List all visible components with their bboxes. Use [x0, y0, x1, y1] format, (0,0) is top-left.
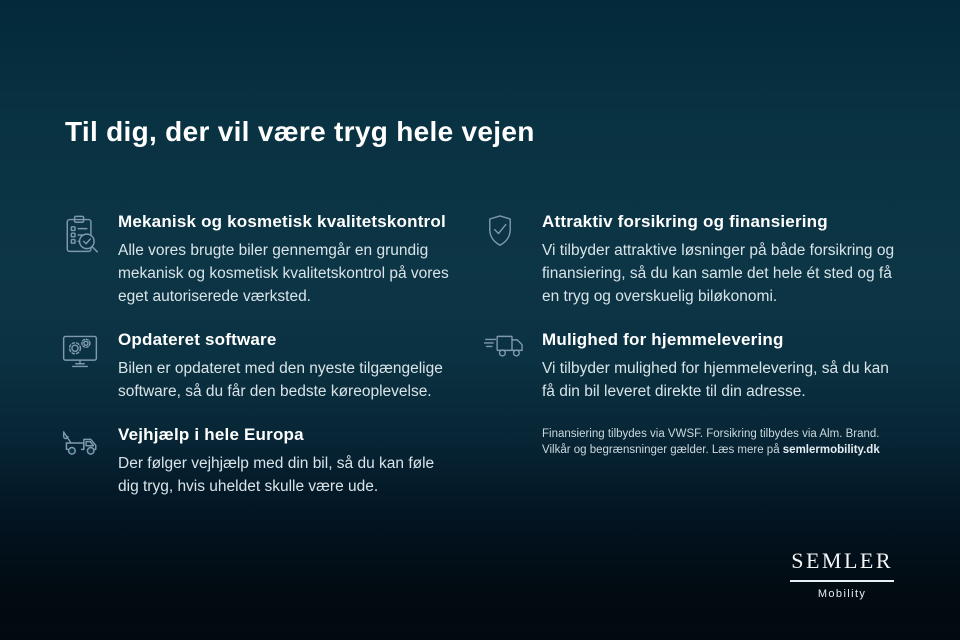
feature-body: Alle vores brugte biler gennemgår en grundig mekanisk og kosmetisk kvalitetskontrol på vores eget autoriserede værksted. [118, 242, 449, 305]
logo-wordmark: SEMLER [790, 548, 894, 582]
feature-updated-software [60, 330, 452, 403]
feature-column-right [484, 212, 906, 520]
feature-body: Vi tilbyder mulighed for hjemmelevering, så du kan få din bil leveret direkte til din adresse. [542, 360, 889, 400]
feature-title: Mulighed for hjemmelevering [542, 330, 784, 349]
feature-body: Bilen er opdateret med den nyeste tilgængelige software, så du får den bedste køreoplevelse. [118, 360, 443, 400]
feature-text [542, 212, 906, 308]
feature-text [118, 425, 452, 498]
feature-title: Attraktiv forsikring og finansiering [542, 212, 828, 231]
feature-text [542, 330, 906, 403]
feature-body: Der følger vejhjælp med din bil, så du kan føle dig tryg, hvis uheldet skulle være ude. [118, 455, 435, 495]
feature-body: Vi tilbyder attraktive løsninger på både forsikring og finansiering, så du kan samle det hele ét sted og få en tryg og overskuelig biløkonomi. [542, 242, 895, 305]
feature-insurance-financing [484, 212, 906, 308]
logo-subtitle: Mobility [817, 588, 867, 600]
feature-home-delivery [484, 330, 906, 403]
disclaimer [484, 426, 906, 458]
feature-text [118, 330, 452, 403]
page-title: Til dig, der vil være tryg hele vejen [65, 116, 535, 147]
shield-check-icon [484, 212, 528, 249]
feature-title: Vejhjælp i hele Europa [118, 425, 304, 444]
disclaimer-url: semlermobility.dk [782, 444, 880, 456]
semler-mobility-logo [790, 548, 894, 600]
clipboard-inspection-icon [60, 212, 104, 257]
delivery-truck-icon [484, 330, 528, 361]
disclaimer-line1: Finansiering tilbydes via VWSF. Forsikring tilbydes via Alm. Brand. [542, 428, 880, 440]
tow-truck-icon [60, 425, 104, 460]
feature-roadside-assistance [60, 425, 452, 498]
feature-text [118, 212, 452, 308]
disclaimer-line2: Vilkår og begrænsninger gælder. Læs mere på [542, 444, 783, 456]
feature-column-left [60, 212, 452, 520]
feature-title: Opdateret software [118, 330, 277, 349]
feature-title: Mekanisk og kosmetisk kvalitetskontrol [118, 212, 446, 231]
monitor-gears-icon [60, 330, 104, 371]
feature-grid [60, 212, 906, 520]
feature-quality-control [60, 212, 452, 308]
